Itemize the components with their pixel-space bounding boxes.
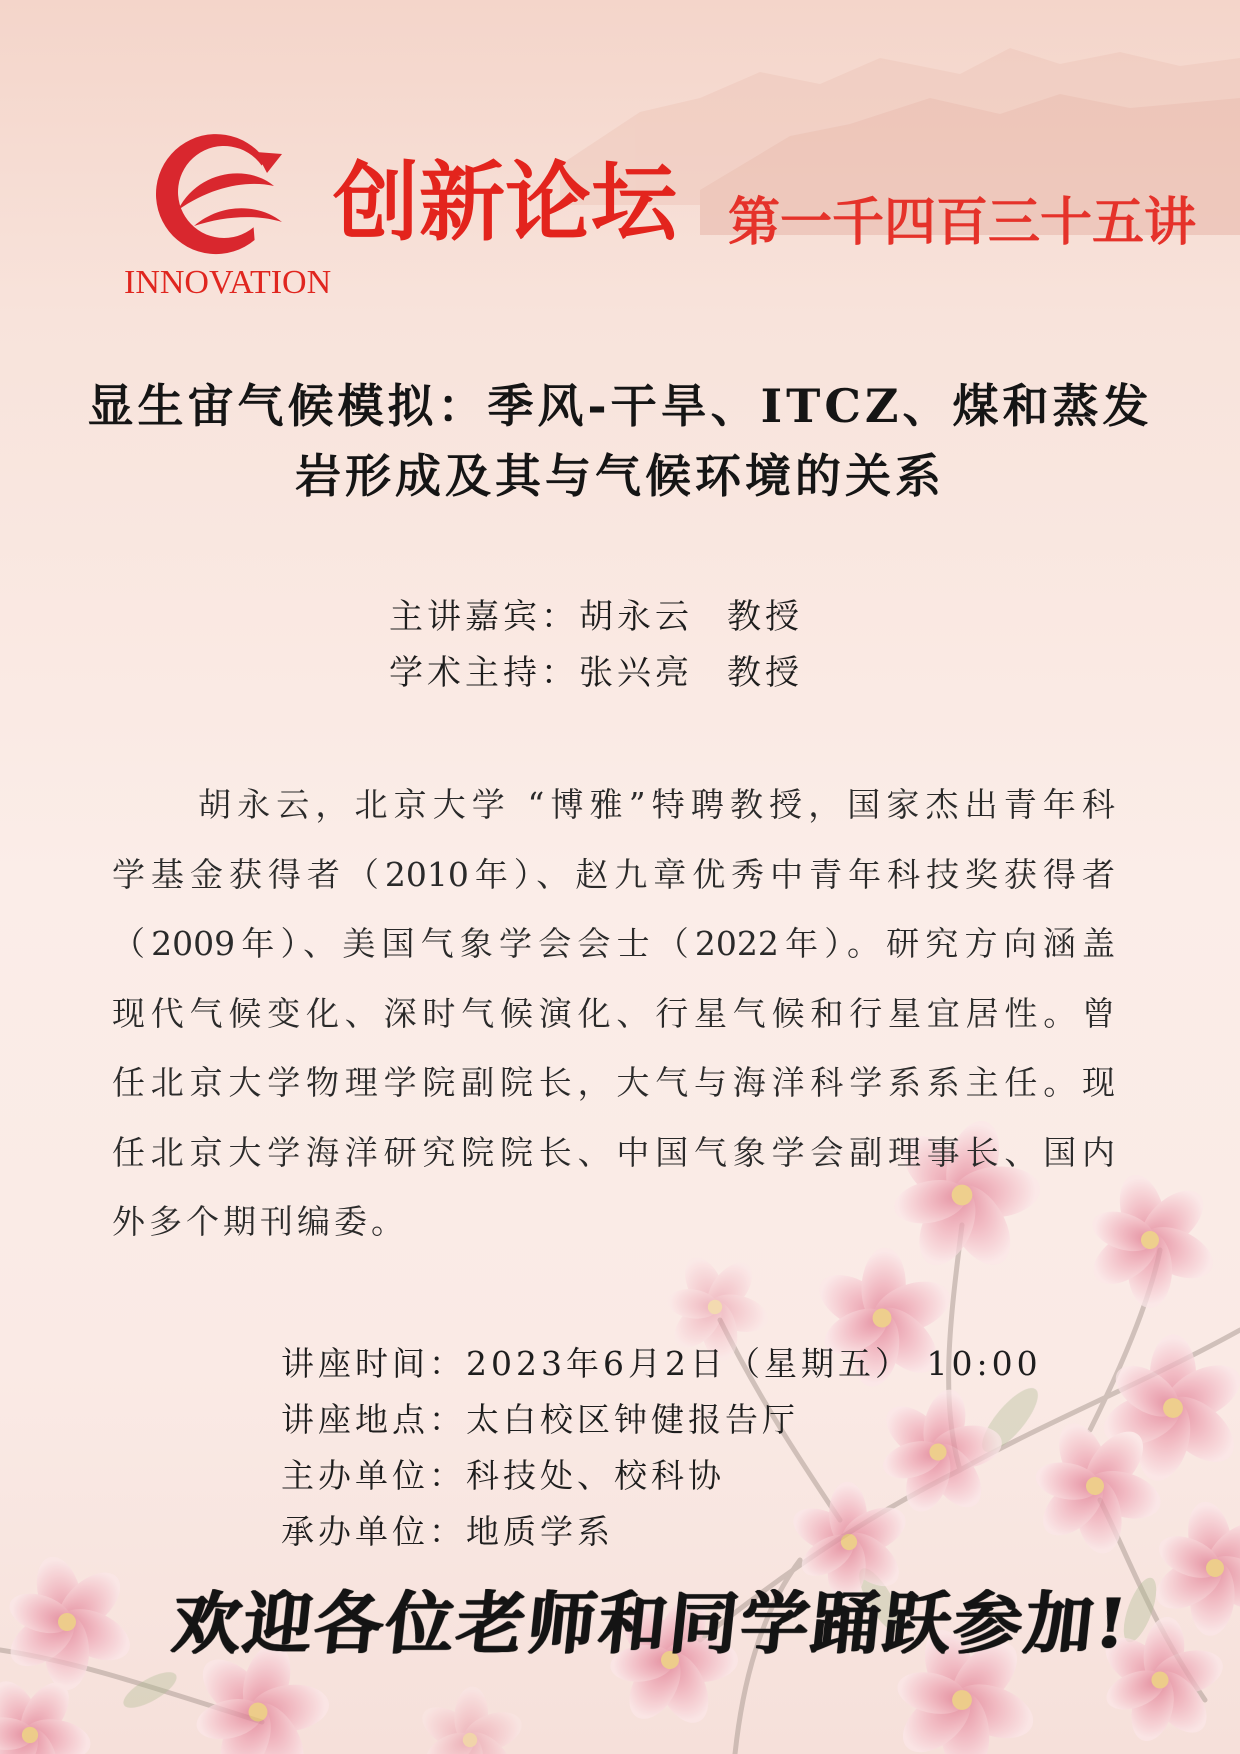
magnolia-blossom	[0, 1668, 98, 1754]
innovation-logo-text: INNOVATION	[124, 264, 332, 301]
lecture-number: 第一千四百三十五讲	[728, 193, 1197, 253]
magnolia-blossom	[403, 1666, 545, 1754]
detail-value: 2023年6月2日（星期五） 10:00	[466, 1344, 1042, 1383]
bio-line: 学基金获得者（2010年）、赵九章优秀中青年科技奖获得者	[112, 854, 1115, 894]
bio-line: 外多个期刊编委。	[112, 1202, 408, 1241]
speaker-line	[389, 597, 803, 637]
host-name: 张兴亮	[579, 653, 693, 693]
lecture-time-row	[281, 1336, 1042, 1392]
lecture-title-line-2: 岩形成及其与气候环境的关系	[295, 449, 945, 503]
logo-inner-tail	[194, 208, 282, 226]
bio-line: 任北京大学物理学院副院长，大气与海洋科学系系主任。现	[112, 1063, 1115, 1102]
bio-line: （2009年）、美国气象学会会士（2022年）。研究方向涵盖	[112, 924, 1115, 963]
bio-line: 现代气候变化、深时气候演化、行星气候和行星宜居性。曾	[112, 993, 1115, 1033]
host-line	[389, 653, 803, 693]
innovation-swirl-logo-icon	[150, 126, 290, 258]
speaker-name: 胡永云	[579, 597, 693, 637]
detail-value: 科技处、校科协	[466, 1456, 725, 1495]
logo-inner-swirl	[178, 173, 274, 210]
speaker-label: 主讲嘉宾：	[389, 597, 579, 637]
host-rank: 教授	[727, 653, 803, 693]
speaker-bio	[112, 770, 1115, 1257]
co-organizer-row	[281, 1504, 1042, 1560]
speaker-rank: 教授	[727, 597, 803, 637]
bio-line: 胡永云，北京大学 “博雅”特聘教授，国家杰出青年科	[198, 785, 1115, 824]
detail-value: 太白校区钟健报告厅	[466, 1400, 799, 1439]
detail-label: 讲座时间：	[281, 1344, 466, 1383]
lecture-venue-row	[281, 1392, 1042, 1448]
detail-label: 主办单位：	[281, 1456, 466, 1495]
detail-label: 承办单位：	[281, 1512, 466, 1551]
detail-value: 地质学系	[466, 1512, 614, 1551]
magnolia-blossom	[0, 1536, 156, 1713]
host-label: 学术主持：	[389, 653, 579, 693]
welcome-slogan: 欢迎各位老师和同学踊跃参加!	[168, 1584, 1134, 1664]
forum-title: 创新论坛	[333, 153, 677, 253]
bio-line: 任北京大学海洋研究院院长、中国气象学会副理事长、国内	[112, 1132, 1115, 1172]
organizer-row	[281, 1448, 1042, 1504]
logo-outer-ring	[156, 134, 265, 254]
lecture-details	[281, 1336, 1042, 1560]
detail-label: 讲座地点：	[281, 1400, 466, 1439]
lecture-title-line-1: 显生宙气候模拟：季风-干旱、ITCZ、煤和蒸发	[87, 379, 1153, 433]
